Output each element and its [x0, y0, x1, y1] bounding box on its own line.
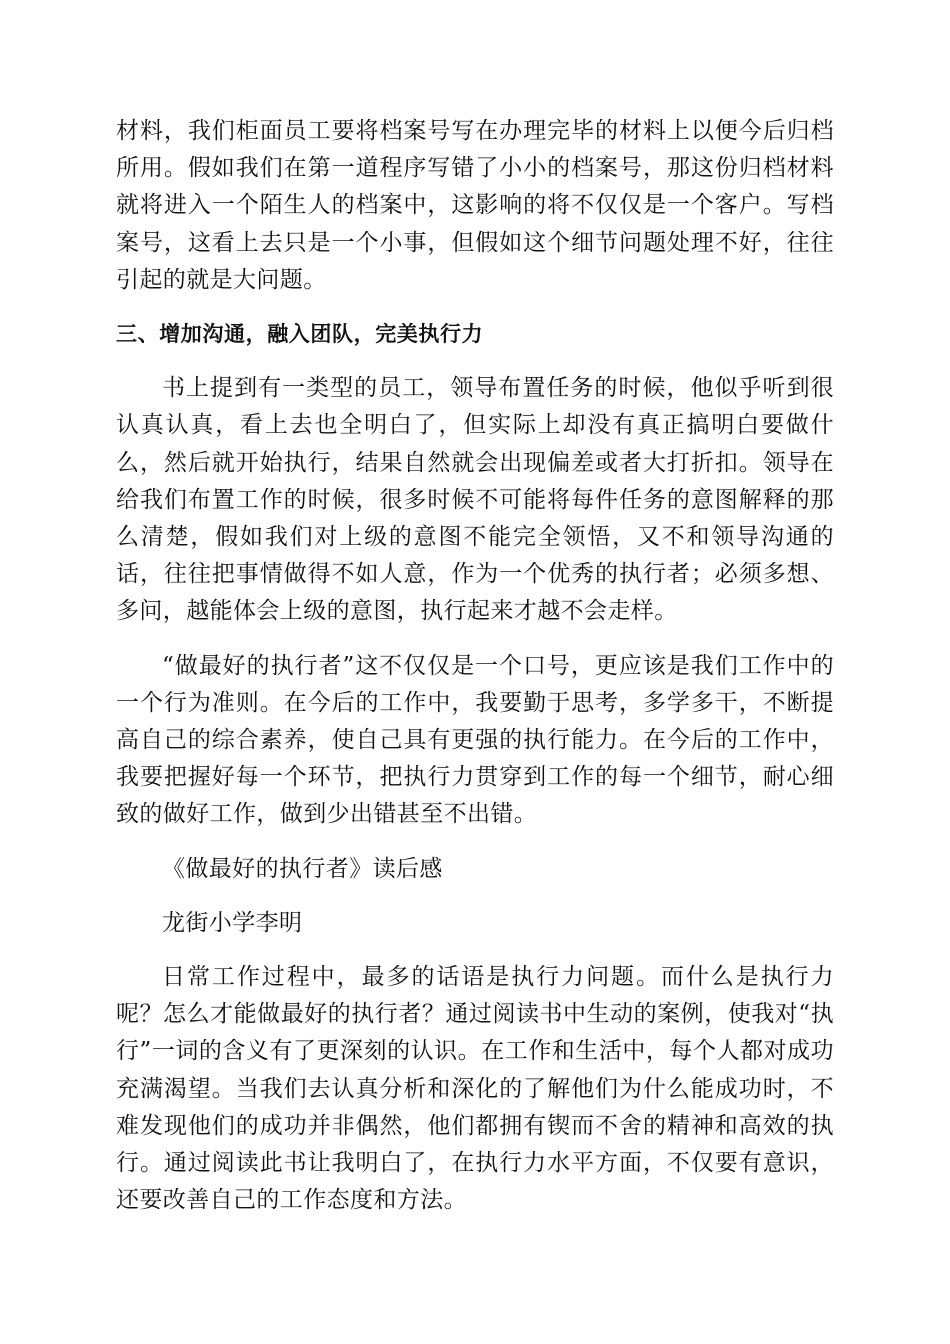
- paragraph-communication: 书上提到有一类型的员工，领导布置任务的时候，他似乎听到很认真认真，看上去也全明白了，但实际上却没有真正搞明白要做什么，然后就开始执行，结果自然就会出现偏差或者大打折扣。领导在给我们布置工作的时候，很多时候不可能将每件任务的意图解释的那么清楚，假如我们对上级的意图不能完全领悟，又不和领导沟通的话，往往把事情做得不如人意，作为一个优秀的执行者；必须多想、多问，越能体会上级的意图，执行起来才越不会走样。: [116, 375, 834, 625]
- paragraph-daily-work: 日常工作过程中，最多的话语是执行力问题。而什么是执行力呢？怎么才能做最好的执行者？通过阅读书中生动的案例，使我对“执行”一词的含义有了更深刻的认识。在工作和生活中，每个人都对成功充满渴望。当我们去认真分析和深化的了解他们为什么能成功时，不难发现他们的成功并非偶然，他们都拥有锲而不舍的精神和高效的执行。通过阅读此书让我明白了，在执行力水平方面，不仅要有意识，还要改善自己的工作态度和方法。: [116, 964, 834, 1214]
- paragraph-best-executor: “做最好的执行者”这不仅仅是一个口号，更应该是我们工作中的一个行为准则。在今后的工作中，我要勤于思考，多学多干，不断提高自己的综合素养，使自己具有更强的执行能力。在今后的工作中，我要把握好每一个环节，把执行力贯穿到工作的每一个细节，耐心细致的做好工作，做到少出错甚至不出错。: [116, 652, 834, 828]
- author-line: 龙街小学李明: [162, 909, 303, 936]
- essay-title: 《做最好的执行者》读后感: [162, 855, 443, 882]
- paragraph-archive-number: 材料，我们柜面员工要将档案号写在办理完毕的材料上以便今后归档所用。假如我们在第一道程序写错了小小的档案号，那这份归档材料就将进入一个陌生人的档案中，这影响的将不仅仅是一个客户。写档案号，这看上去只是一个小事，但假如这个细节问题处理不好，往往引起的就是大问题。: [116, 118, 834, 293]
- document-page: [116, 113, 834, 1219]
- section-heading: 三、增加沟通，融入团队，完美执行力: [116, 322, 484, 347]
